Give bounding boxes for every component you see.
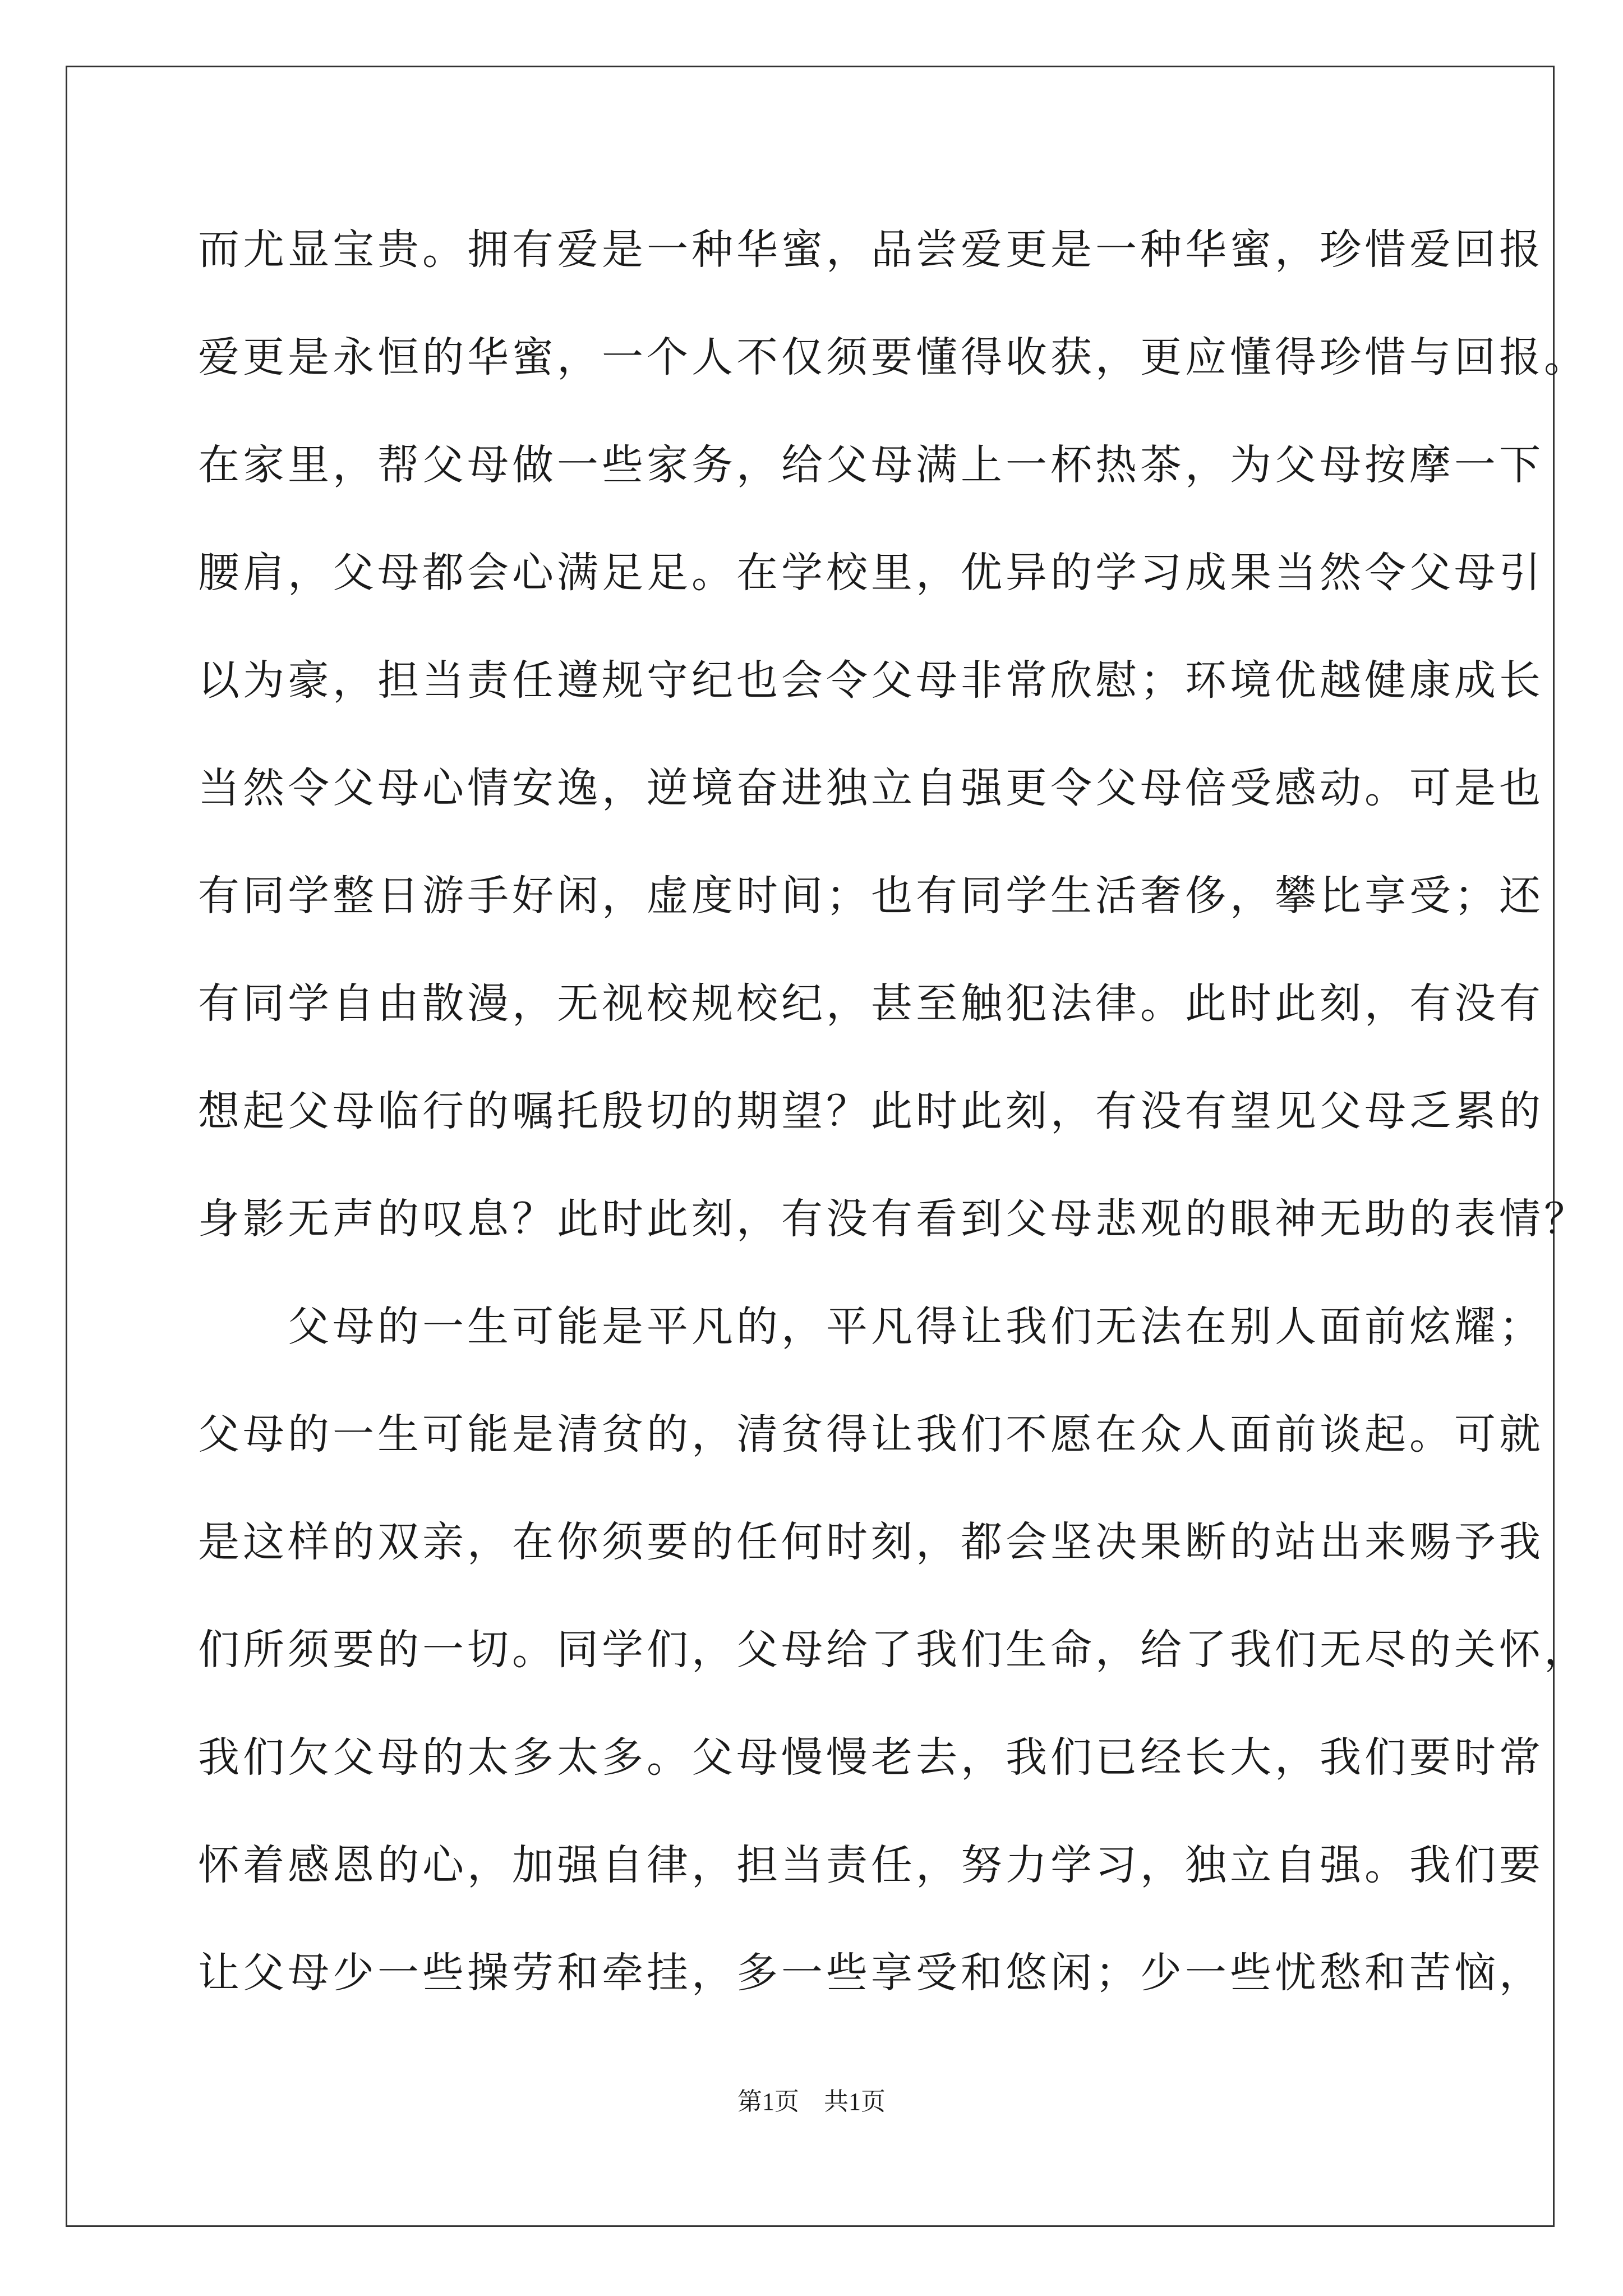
body-line-6: 当然令父母心情安逸，逆境奋进独立自强更令父母倍受感动。可是也 xyxy=(198,764,1544,812)
body-line-13: 是这样的双亲，在你须要的任何时刻，都会坚决果断的站出来赐予我 xyxy=(198,1518,1544,1566)
body-line-12: 父母的一生可能是清贫的，清贫得让我们不愿在众人面前谈起。可就 xyxy=(198,1410,1544,1458)
body-line-4: 腰肩，父母都会心满足足。在学校里，优异的学习成果当然令父母引 xyxy=(198,549,1544,597)
body-line-10: 身影无声的叹息？此时此刻，有没有看到父母悲观的眼神无助的表情？ xyxy=(198,1195,1589,1243)
body-line-2: 爱更是永恒的华蜜，一个人不仅须要懂得收获，更应懂得珍惜与回报。 xyxy=(198,333,1589,381)
body-line-9: 想起父母临行的嘱托殷切的期望？此时此刻，有没有望见父母乏累的 xyxy=(198,1087,1544,1135)
page-border xyxy=(66,66,1555,2227)
page-total: 共1页 xyxy=(824,2088,886,2115)
body-line-8: 有同学自由散漫，无视校规校纪，甚至触犯法律。此时此刻，有没有 xyxy=(198,979,1544,1028)
page-footer xyxy=(0,2081,1623,2117)
body-line-14: 们所须要的一切。同学们，父母给了我们生命，给了我们无尽的关怀， xyxy=(198,1626,1589,1674)
body-line-3: 在家里，帮父母做一些家务，给父母满上一杯热茶，为父母按摩一下 xyxy=(198,441,1544,489)
body-line-1: 而尤显宝贵。拥有爱是一种华蜜，品尝爱更是一种华蜜，珍惜爱回报 xyxy=(198,226,1544,274)
body-line-16: 怀着感恩的心，加强自律，担当责任，努力学习，独立自强。我们要 xyxy=(198,1841,1544,1889)
body-line-7: 有同学整日游手好闲，虚度时间；也有同学生活奢侈，攀比享受；还 xyxy=(198,872,1544,920)
body-line-17: 让父母少一些操劳和牵挂，多一些享受和悠闲；少一些忧愁和苦恼， xyxy=(198,1949,1544,1997)
body-line-15: 我们欠父母的太多太多。父母慢慢老去，我们已经长大，我们要时常 xyxy=(198,1733,1544,1782)
body-line-11: 父母的一生可能是平凡的，平凡得让我们无法在别人面前炫耀； xyxy=(198,1303,1544,1351)
body-line-5: 以为豪，担当责任遵规守纪也会令父母非常欣慰；环境优越健康成长 xyxy=(198,656,1544,705)
page-number: 第1页 xyxy=(737,2088,799,2115)
